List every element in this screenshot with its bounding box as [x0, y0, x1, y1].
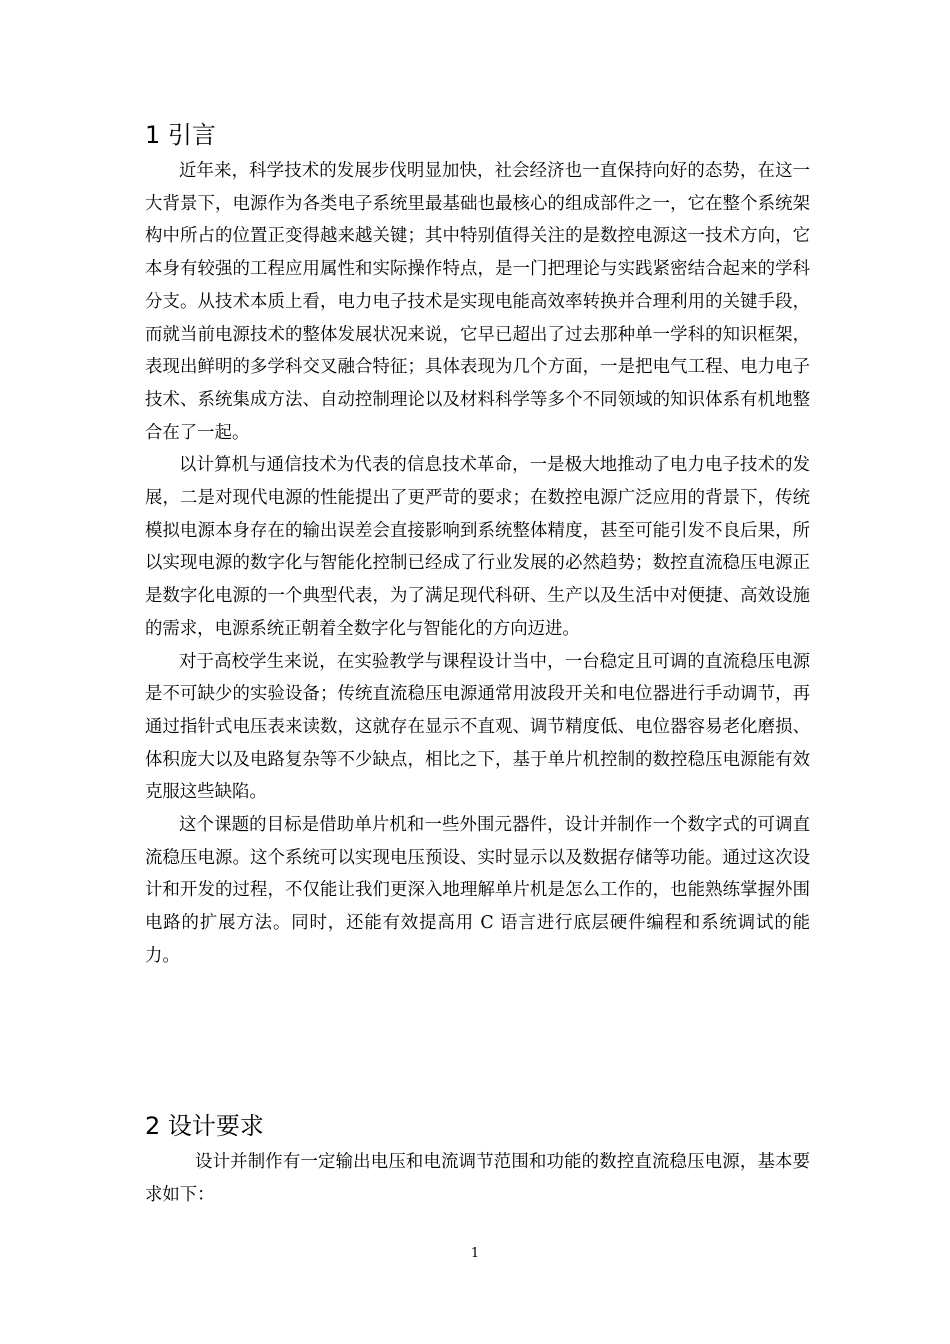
section-heading: 1 引言: [145, 121, 216, 149]
paragraph: 设计并制作有一定输出电压和电流调节范围和功能的数控直流稳压电源，基本要求如下：: [145, 1152, 810, 1205]
paragraph: 近年来，科学技术的发展步伐明显加快，社会经济也一直保持向好的态势，在这一大背景下，电源作为各类电子系统里最基础也最核心的组成部件之一，它在整个系统架构中所占的位置正变得越来越关键；其中特别值得关注的是数控电源这一技术方向，它本身有较强的工程应用属性和实际操作特点，是一门把理论与实践紧密结合起来的学科分支。从技术本质上看，电力电子技术是实现电能高效率转换并合理利用的关键手段，而就当前电源技术的整体发展状况来说，它早已超出了过去那种单一学科的知识框架，表现出鲜明的多学科交叉融合特征；具体表现为几个方面，一是把电气工程、电力电子技术、系统集成方法、自动控制理论以及材料科学等多个不同领域的知识体系有机地整合在了一起。: [145, 161, 810, 443]
section-design-requirements: [145, 1108, 810, 1211]
paragraph: 对于高校学生来说，在实验教学与课程设计当中，一台稳定且可调的直流稳压电源是不可缺少的实验设备；传统直流稳压电源通常用波段开关和电位器进行手动调节，再通过指针式电压表来读数，这就存在显示不直观、调节精度低、电位器容易老化磨损、体积庞大以及电路复杂等不少缺点，相比之下，基于单片机控制的数控稳压电源能有效克服这些缺陷。: [145, 651, 810, 803]
section-heading: 2 设计要求: [145, 1112, 264, 1140]
paragraph: 以计算机与通信技术为代表的信息技术革命，一是极大地推动了电力电子技术的发展，二是对现代电源的性能提出了更严苛的要求；在数控电源广泛应用的背景下，传统模拟电源本身存在的输出误差会直接影响到系统整体精度，甚至可能引发不良后果，所以实现电源的数字化与智能化控制已经成了行业发展的必然趋势；数控直流稳压电源正是数字化电源的一个典型代表，为了满足现代科研、生产以及生活中对便捷、高效设施的需求，电源系统正朝着全数字化与智能化的方向迈进。: [145, 455, 810, 639]
paragraph: 这个课题的目标是借助单片机和一些外围元器件，设计并制作一个数字式的可调直流稳压电源。这个系统可以实现电压预设、实时显示以及数据存储等功能。通过这次设计和开发的过程，不仅能让我们更深入地理解单片机是怎么工作的，也能熟练掌握外围电路的扩展方法。同时，还能有效提高用 C 语言进行底层硬件编程和系统调试的能力。: [145, 815, 810, 966]
page-number: 1: [470, 1246, 480, 1261]
section-introduction: [145, 117, 810, 973]
